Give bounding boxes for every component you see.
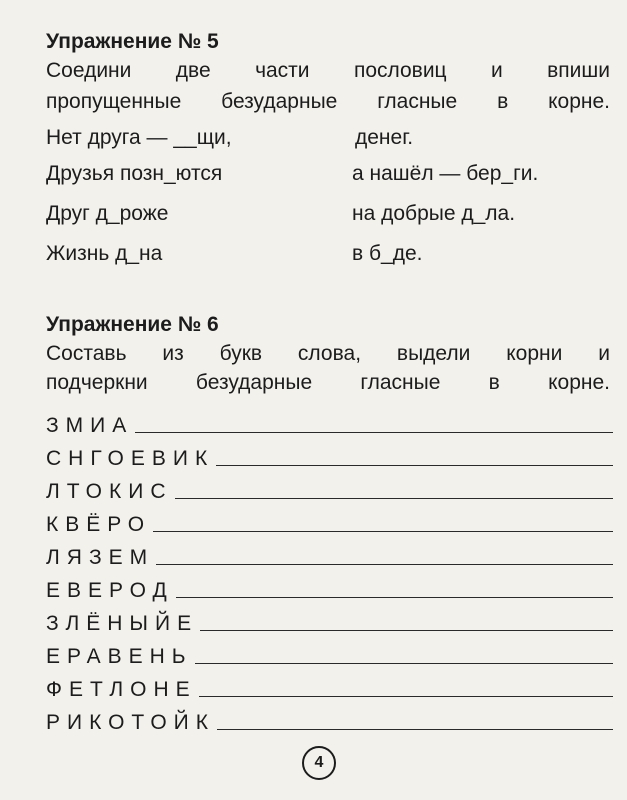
proverb-right-part: на добрые д_ла. bbox=[352, 202, 516, 225]
scrambled-letters: ФЕТЛОНЕ bbox=[46, 678, 197, 701]
scrambled-word-row bbox=[46, 540, 613, 570]
scrambled-letters: КВЁРО bbox=[46, 513, 152, 536]
page-number-badge bbox=[302, 746, 336, 780]
proverb-left-part: Жизнь д_на bbox=[46, 242, 163, 265]
exercise-5-title: Упражнение № 5 bbox=[46, 30, 219, 53]
answer-line[interactable] bbox=[156, 564, 613, 565]
exercise-5-instruction-line-2: пропущенные безударные гласные в корне. bbox=[46, 90, 610, 113]
answer-line[interactable] bbox=[199, 696, 613, 697]
answer-line[interactable] bbox=[216, 465, 613, 466]
scrambled-word-row bbox=[46, 639, 613, 669]
exercise-6-instruction-line-2: подчеркни безударные гласные в корне. bbox=[46, 371, 610, 394]
scrambled-letters: ЕВЕРОД bbox=[46, 579, 174, 602]
scrambled-word-row bbox=[46, 474, 613, 504]
proverb-right-part: в б_де. bbox=[352, 242, 423, 265]
answer-line[interactable] bbox=[175, 498, 614, 499]
exercise-5-instruction-line-1: Соедини две части пословиц и впиши bbox=[46, 59, 610, 82]
answer-line[interactable] bbox=[135, 432, 613, 433]
scrambled-word-row bbox=[46, 441, 613, 471]
answer-line[interactable] bbox=[200, 630, 613, 631]
scrambled-letters: ЗЛЁНЫЙЕ bbox=[46, 612, 199, 635]
page-number: 4 bbox=[314, 754, 324, 771]
answer-line[interactable] bbox=[153, 531, 613, 532]
scrambled-word-row bbox=[46, 705, 613, 735]
answer-line[interactable] bbox=[217, 729, 613, 730]
scrambled-letters: ЛЯЗЕМ bbox=[46, 546, 155, 569]
scrambled-letters: ЛТОКИС bbox=[46, 480, 173, 503]
exercise-6-title: Упражнение № 6 bbox=[46, 313, 219, 336]
proverb-right-part: денег. bbox=[355, 126, 414, 149]
scrambled-letters: ЕРАВЕНЬ bbox=[46, 645, 193, 668]
scrambled-word-row bbox=[46, 606, 613, 636]
proverb-left-part: Друзья позн_ются bbox=[46, 162, 223, 185]
scrambled-word-row bbox=[46, 672, 613, 702]
scrambled-word-row bbox=[46, 408, 613, 438]
exercise-6-instruction-line-1: Составь из букв слова, выдели корни и bbox=[46, 342, 610, 365]
answer-line[interactable] bbox=[195, 663, 613, 664]
scrambled-word-row bbox=[46, 573, 613, 603]
scrambled-word-row bbox=[46, 507, 613, 537]
answer-line[interactable] bbox=[176, 597, 613, 598]
scrambled-letters: РИКОТОЙК bbox=[46, 711, 215, 734]
scrambled-letters: СНГОЕВИК bbox=[46, 447, 215, 470]
proverb-left-part: Нет друга — __щи, bbox=[46, 126, 232, 149]
proverb-right-part: а нашёл — бер_ги. bbox=[352, 162, 539, 185]
scrambled-letters: ЗМИА bbox=[46, 414, 134, 437]
proverb-left-part: Друг д_роже bbox=[46, 202, 169, 225]
